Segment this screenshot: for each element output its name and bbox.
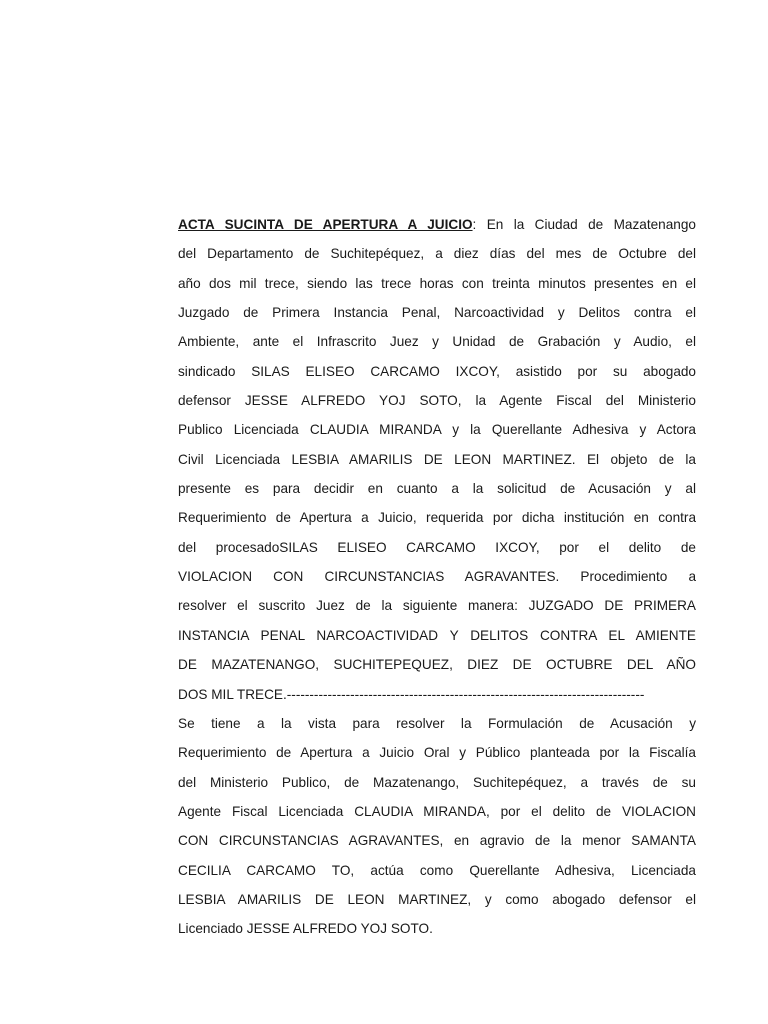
document-line: Publico Licenciada CLAUDIA MIRANDA y la Querellante Adhesiva y Actora <box>178 422 696 438</box>
document-line: defensor JESSE ALFREDO YOJ SOTO, la Agente Fiscal del Ministerio <box>178 393 696 409</box>
document-line: Licenciado JESSE ALFREDO YOJ SOTO. <box>178 921 433 937</box>
document-line: Juzgado de Primera Instancia Penal, Narcoactividad y Delitos contra el <box>178 305 696 321</box>
document-line: año dos mil trece, siendo las trece horas con treinta minutos presentes en el <box>178 275 696 291</box>
document-line: sindicado SILAS ELISEO CARCAMO IXCOY, asistido por su abogado <box>178 363 696 379</box>
document-line: del procesadoSILAS ELISEO CARCAMO IXCOY, por el delito de <box>178 539 696 555</box>
document-line: VIOLACION CON CIRCUNSTANCIAS AGRAVANTES. Procedimiento a <box>178 569 696 585</box>
document-line: LESBIA AMARILIS DE LEON MARTINEZ, y como abogado defensor el <box>178 891 696 907</box>
document-line: Civil Licenciada LESBIA AMARILIS DE LEON MARTINEZ. El objeto de la <box>178 451 696 467</box>
document-body <box>178 213 696 947</box>
document-line: presente es para decidir en cuanto a la solicitud de Acusación y al <box>178 481 696 497</box>
document-line: resolver el suscrito Juez de la siguiente manera: JUZGADO DE PRIMERA <box>178 598 696 614</box>
document-line: Agente Fiscal Licenciada CLAUDIA MIRANDA, por el delito de VIOLACION <box>178 803 696 819</box>
document-line <box>178 213 696 242</box>
document-line: Requerimiento de Apertura a Juicio Oral y Público planteada por la Fiscalía <box>178 745 696 761</box>
document-line: Se tiene a la vista para resolver la Formulación de Acusación y <box>178 715 696 731</box>
document-line: del Ministerio Publico, de Mazatenango, Suchitepéquez, a través de su <box>178 774 696 790</box>
document-line: INSTANCIA PENAL NARCOACTIVIDAD Y DELITOS CONTRA EL AMIENTE <box>178 627 696 643</box>
document-line: DOS MIL TRECE.------------------------------------------------------------------------------- <box>178 686 645 702</box>
document-line: DE MAZATENANGO, SUCHITEPEQUEZ, DIEZ DE OCTUBRE DEL AÑO <box>178 657 696 673</box>
document-line: CECILIA CARCAMO TO, actúa como Querellante Adhesiva, Licenciada <box>178 862 696 878</box>
first-line-text: : En la Ciudad de Mazatenango <box>472 217 696 232</box>
document-line: Requerimiento de Apertura a Juicio, requerida por dicha institución en contra <box>178 510 696 526</box>
document-line: Ambiente, ante el Infrascrito Juez y Unidad de Grabación y Audio, el <box>178 334 696 350</box>
document-line: CON CIRCUNSTANCIAS AGRAVANTES, en agravio de la menor SAMANTA <box>178 833 696 849</box>
document-title: ACTA SUCINTA DE APERTURA A JUICIO <box>178 217 473 232</box>
document-line: del Departamento de Suchitepéquez, a diez días del mes de Octubre del <box>178 246 696 262</box>
